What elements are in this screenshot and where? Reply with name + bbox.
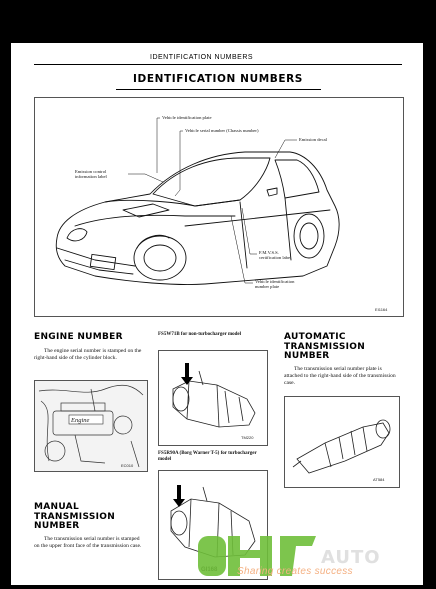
fs5w71b-caption: FS5W71B for non-turbocharger model [158,332,242,337]
vehicle-identification-figure [34,97,404,317]
automatic-transmission-illustration [285,397,399,487]
running-head-rule [34,64,402,65]
callout-chassis-number: Vehicle serial number (Chassis number) [185,128,259,133]
manual-transmission-heading-line3: NUMBER [34,521,80,531]
callout-fmvss-label: F.M.V.S.S. certification label [259,250,292,261]
car-figure-number: EI1164 [375,307,388,312]
manual-transmission-heading [34,503,115,532]
fs5r90a-caption: FS5R90A (Borg Warner T-5) for turbocharger model [158,451,257,462]
automatic-transmission-text: The transmission serial number plate is attached to the right-hand side of the transmission case. [284,366,396,386]
automatic-transmission-heading-line2: TRANSMISSION [284,341,366,352]
engine-illustration [35,381,147,471]
fs5w71b-figure [158,350,268,446]
page-title: IDENTIFICATION NUMBERS [133,73,303,85]
manual-transmission-heading-line1: MANUAL [34,502,79,512]
svg-text:Engine: Engine [71,417,90,424]
watermark-tagline: Sharing creates success [237,566,353,577]
fs5w71b-figure-number: TM220 [241,435,254,440]
engine-number-text: The engine serial number is stamped on the right-hand side of the cylinder block. [34,348,142,361]
title-rule [116,89,321,90]
running-head: IDENTIFICATION NUMBERS [150,54,254,61]
automatic-transmission-figure [284,396,400,488]
callout-emission-info-label: Emission control information label [75,169,107,180]
engine-figure-number: EC010 [121,463,134,468]
automatic-transmission-heading-line1: AUTOMATIC [284,332,346,342]
automatic-transmission-heading [284,333,365,362]
engine-number-heading: ENGINE NUMBER [34,332,123,342]
watermark-brand: AUTO [321,547,381,568]
top-black-bar [0,0,436,43]
automatic-transmission-heading-line3: NUMBER [284,351,330,361]
automatic-transmission-figure-number: AT584 [373,477,385,482]
manual-transmission-heading-line2: TRANSMISSION [34,511,116,522]
manual-transmission-text: The transmission serial number is stamped on the upper front face of the transmission case. [34,536,142,549]
callout-id-number-plate: Vehicle identification number plate [255,279,295,290]
fs5w71b-illustration [159,351,267,445]
engine-figure [34,380,148,472]
callout-vehicle-id-plate: Vehicle identification plate [162,115,212,120]
callout-emission-decal: Emission decal [299,137,327,142]
